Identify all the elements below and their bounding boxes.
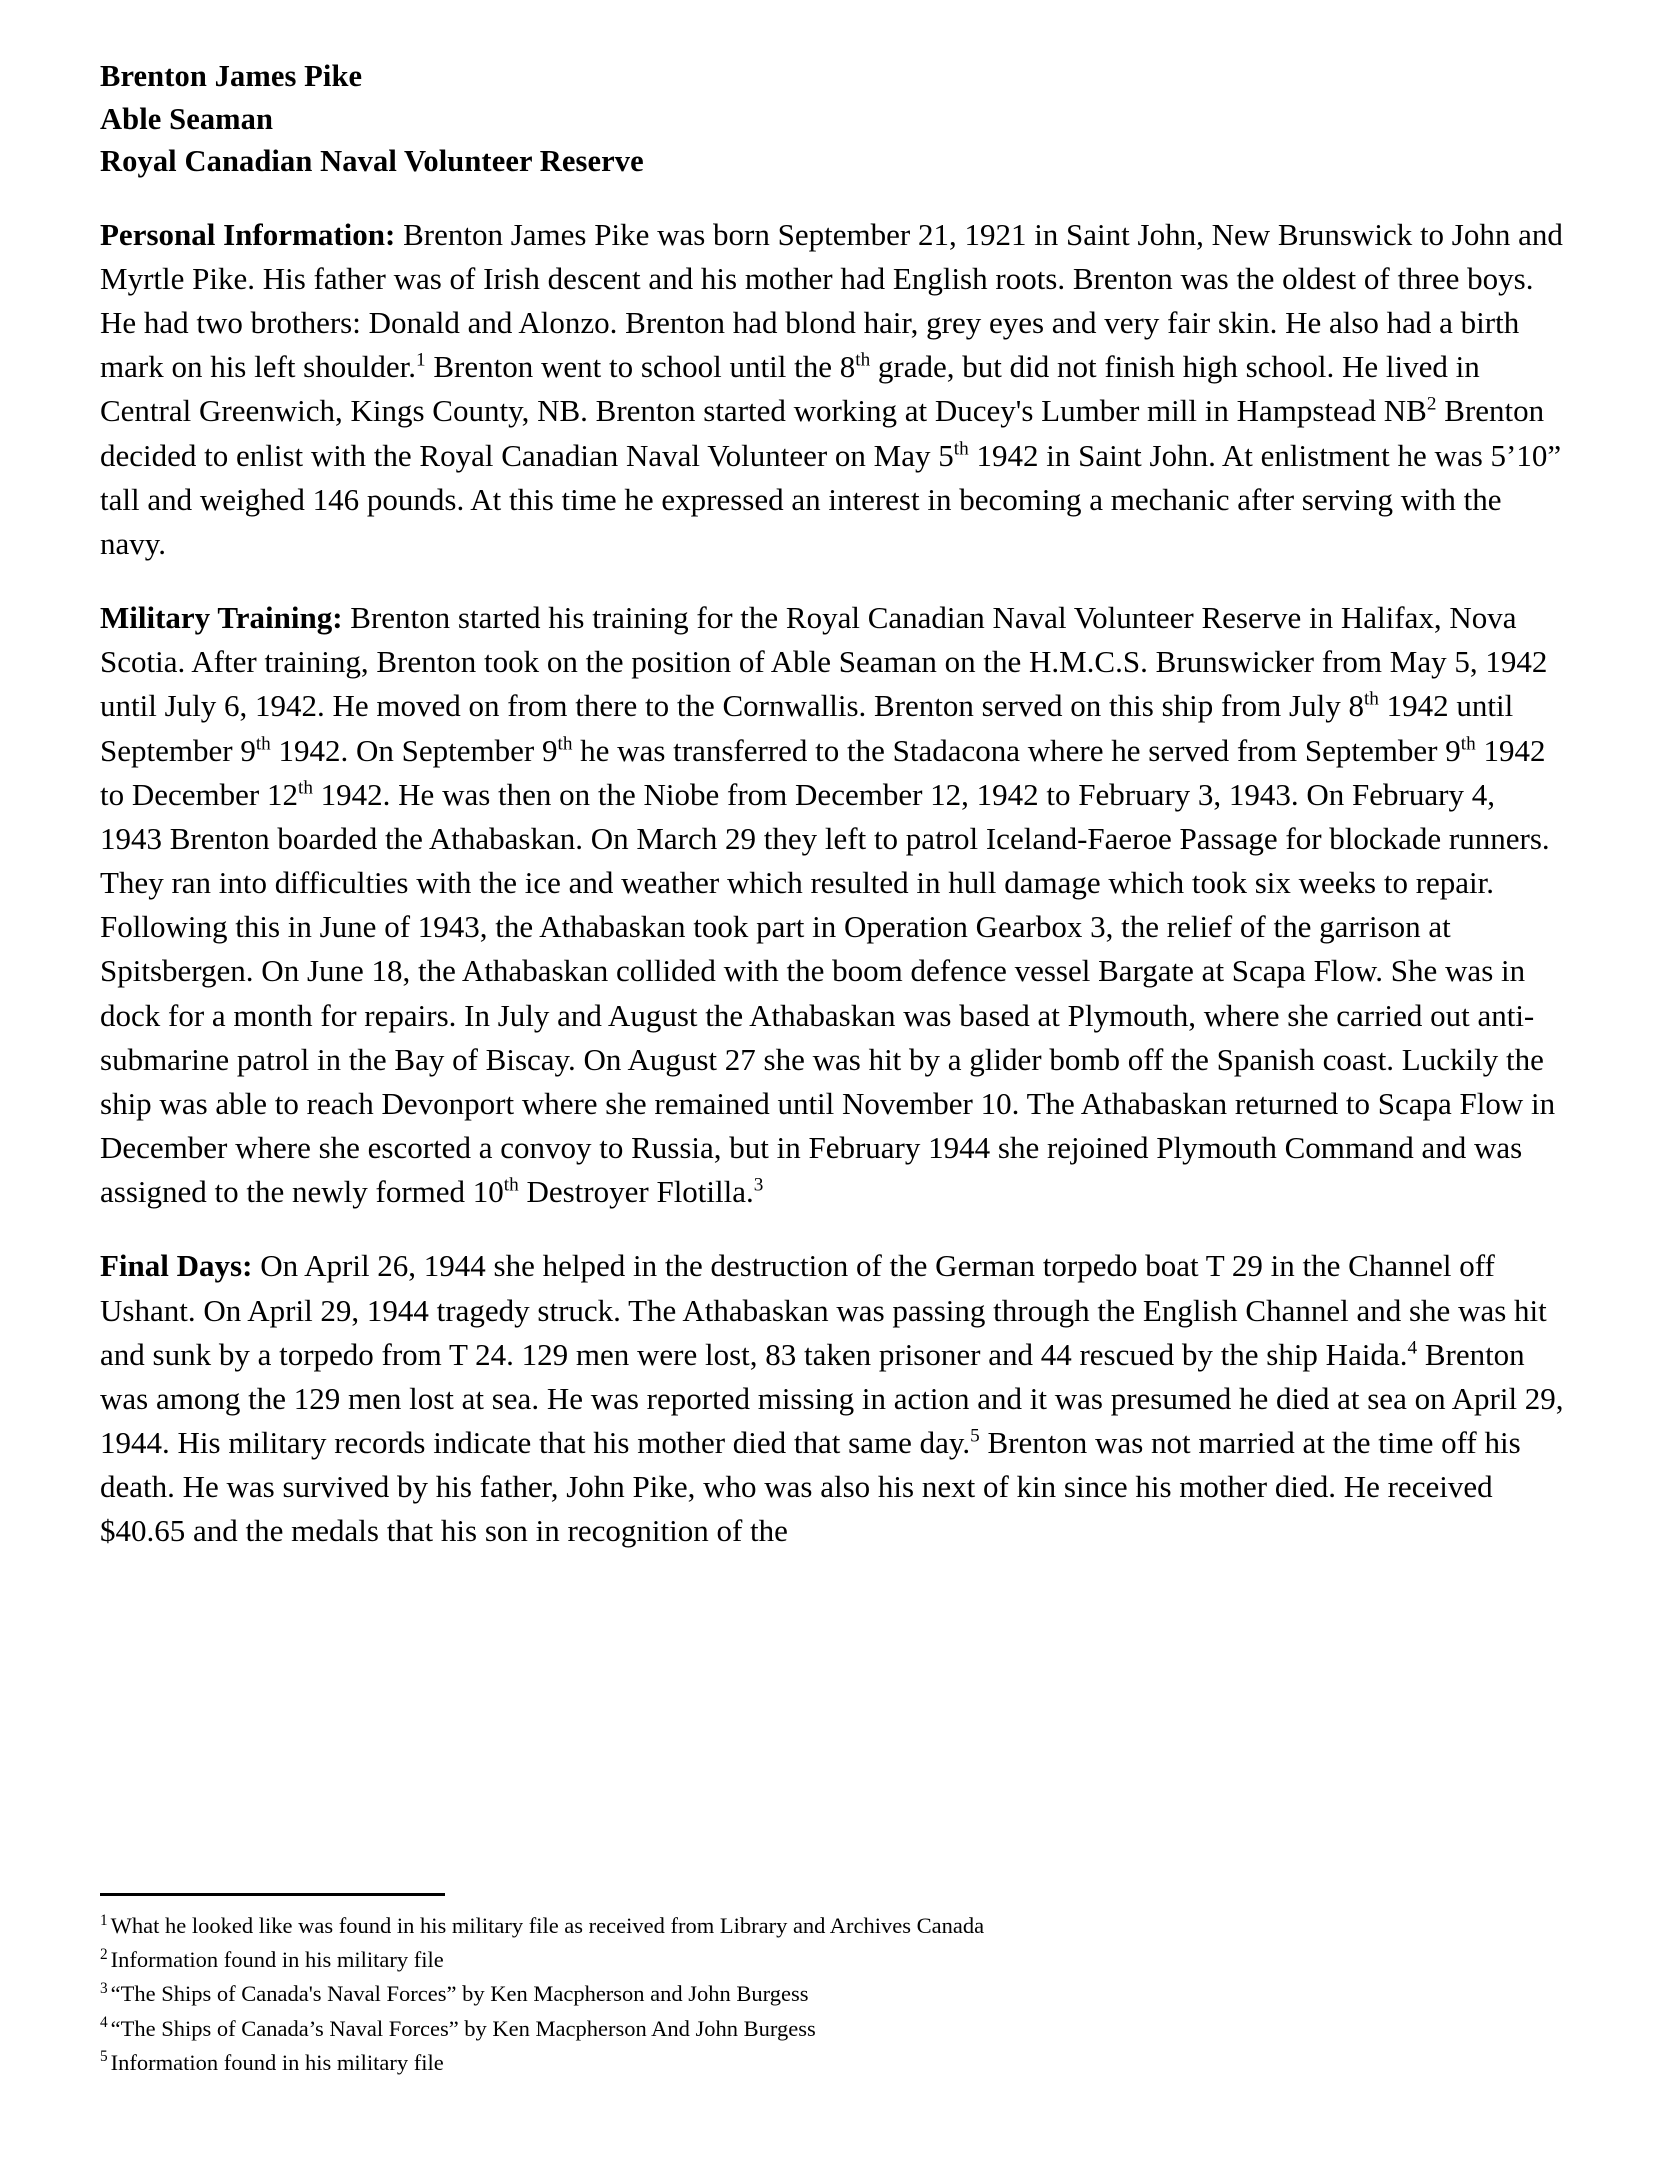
personal-text-3: grade, but did not finish high school. He lived in Central Greenwich, Kings County, NB. Brenton started working at Ducey's Lumber mill in Hampstead NB <box>100 349 1480 429</box>
final-days-text-1: On April 26, 1944 she helped in the destruction of the German torpedo boat T 29 in the Channel off Ushant. On April 29, 1944 tragedy struck. The Athabaskan was passing through the English Channel and she was hit and sunk by a torpedo from T 24. 129 men were lost, 83 taken prisoner and 44 rescued by the ship Haida. <box>100 1248 1547 1372</box>
subject-unit: Royal Canadian Naval Volunteer Reserve <box>100 144 644 179</box>
ordinal-suffix-dec-12th: th <box>297 777 313 799</box>
document-body <box>100 213 1564 1554</box>
military-text-4: he was transferred to the Stadacona where he served from September 9 <box>572 732 1461 768</box>
footnote-number: 1 <box>100 1911 108 1929</box>
footnote-item <box>100 2046 1564 2080</box>
footnote-item <box>100 2012 1564 2046</box>
footnote-text: What he looked like was found in his military file as received from Library and Archives Canada <box>110 1913 985 1938</box>
footnote-item <box>100 1943 1564 1977</box>
section-personal-information <box>100 213 1564 566</box>
footnote-item <box>100 1909 1564 1943</box>
personal-text-4: Brenton decided to enlist with the Royal Canadian Naval Volunteer on May 5 <box>100 393 1545 473</box>
footnote-separator-rule <box>100 1893 445 1896</box>
personal-text-1: Brenton James Pike was born September 21, 1921 in Saint John, New Brunswick to John and Myrtle Pike. His father was of Irish descent and his mother had English roots. Brenton was the oldest of three boys. He had two brothers: Donald and Alonzo. Brenton had blond hair, grey eyes and very fair skin. He also had a birth mark on his left shoulder. <box>100 216 1563 385</box>
footnote-ref-2: 2 <box>1426 394 1437 415</box>
footnote-text: Information found in his military file <box>110 1947 444 1973</box>
ordinal-suffix-10th: th <box>503 1174 519 1196</box>
footnote-number: 3 <box>100 1979 108 1997</box>
subject-name: Brenton James Pike <box>100 59 363 93</box>
footnote-ref-5: 5 <box>970 1425 980 1447</box>
ordinal-suffix-5th: th <box>953 438 969 460</box>
military-text-7: Destroyer Flotilla. <box>518 1174 754 1210</box>
footnote-text: “The Ships of Canada's Naval Forces” by Ken Macpherson and John Burgess <box>110 1981 809 2007</box>
military-text-2: 1942 until September 9 <box>100 688 1514 768</box>
footnote-text: Information found in his military file <box>110 2049 444 2075</box>
section-military-training <box>100 596 1564 1214</box>
military-text-5: 1942 to December 12 <box>100 732 1546 812</box>
ordinal-suffix-sept-9th-c: th <box>1460 733 1476 755</box>
section-heading-military-training: Military Training: <box>100 600 343 636</box>
footnote-list <box>100 1909 1564 2080</box>
section-final-days <box>100 1244 1564 1553</box>
footnote-text: “The Ships of Canada’s Naval Forces” by Ken Macpherson And John Burgess <box>110 2015 816 2041</box>
personal-text-5: 1942 in Saint John. At enlistment he was 5’10” tall and weighed 146 pounds. At this time he expressed an interest in becoming a mechanic after serving with the navy. <box>100 437 1562 561</box>
ordinal-suffix-july-8th: th <box>1363 689 1379 711</box>
ordinal-suffix-sept-9th-b: th <box>557 733 573 755</box>
military-text-1: Brenton started his training for the Royal Canadian Naval Volunteer Reserve in Halifax, Nova Scotia. After training, Brenton took on the position of Able Seaman on the H.M.C.S. Brunswicker from May 5, 1942 until July 6, 1942. He moved on from there to the Cornwallis. Brenton served on this ship from July 8 <box>100 600 1548 724</box>
footnote-number: 2 <box>100 1945 108 1963</box>
footnote-item <box>100 1977 1564 2011</box>
final-days-text-3: Brenton was not married at the time off his death. He was survived by his father, John Pike, who was also his next of kin since his mother died. He received $40.65 and the medals that his son in recognition of the <box>100 1425 1521 1549</box>
ordinal-suffix-8th: th <box>855 349 871 371</box>
footnote-number: 5 <box>100 2048 108 2066</box>
subject-rank: Able Seaman <box>100 101 274 136</box>
ordinal-suffix-sept-9th-a: th <box>255 733 271 755</box>
document-header <box>100 55 1564 183</box>
section-heading-personal-information: Personal Information: <box>100 216 396 252</box>
section-heading-final-days: Final Days: <box>100 1248 253 1284</box>
personal-text-2: Brenton went to school until the 8 <box>425 349 856 385</box>
military-text-3: 1942. On September 9 <box>270 732 558 768</box>
footnote-ref-1: 1 <box>415 349 426 371</box>
military-text-6: 1942. He was then on the Niobe from December 12, 1942 to February 3, 1943. On February 4, 1943 Brenton boarded the Athabaskan. On March 29 they left to patrol Iceland-Faeroe Passage for blockade runners. They ran into difficulties with the ice and weather which resulted in hull damage which took six weeks to repair. Following this in June of 1943, the Athabaskan took part in Operation Gearbox 3, the relief of the garrison at Spitsbergen. On June 18, the Athabaskan collided with the boom defence vessel Bargate at Scapa Flow. She was in dock for a month for repairs. In July and August the Athabaskan was based at Plymouth, where she carried out anti-submarine patrol in the Bay of Biscay. On August 27 she was hit by a glider bomb off the Spanish coast. Luckily the ship was able to reach Devonport where she remained until November 10. The Athabaskan returned to Scapa Flow in December where she escorted a convoy to Russia, but in February 1944 she rejoined Plymouth Command and was assigned to the newly formed 10 <box>100 776 1556 1210</box>
footnote-number: 4 <box>100 2014 108 2032</box>
footnote-area <box>100 1893 1564 2080</box>
footnote-ref-4: 4 <box>1407 1337 1418 1359</box>
footnote-ref-3: 3 <box>753 1174 764 1196</box>
final-days-text-2: Brenton was among the 129 men lost at sea. He was reported missing in action and it was presumed he died at sea on April 29, 1944. His military records indicate that his mother died that same day. <box>100 1336 1564 1461</box>
